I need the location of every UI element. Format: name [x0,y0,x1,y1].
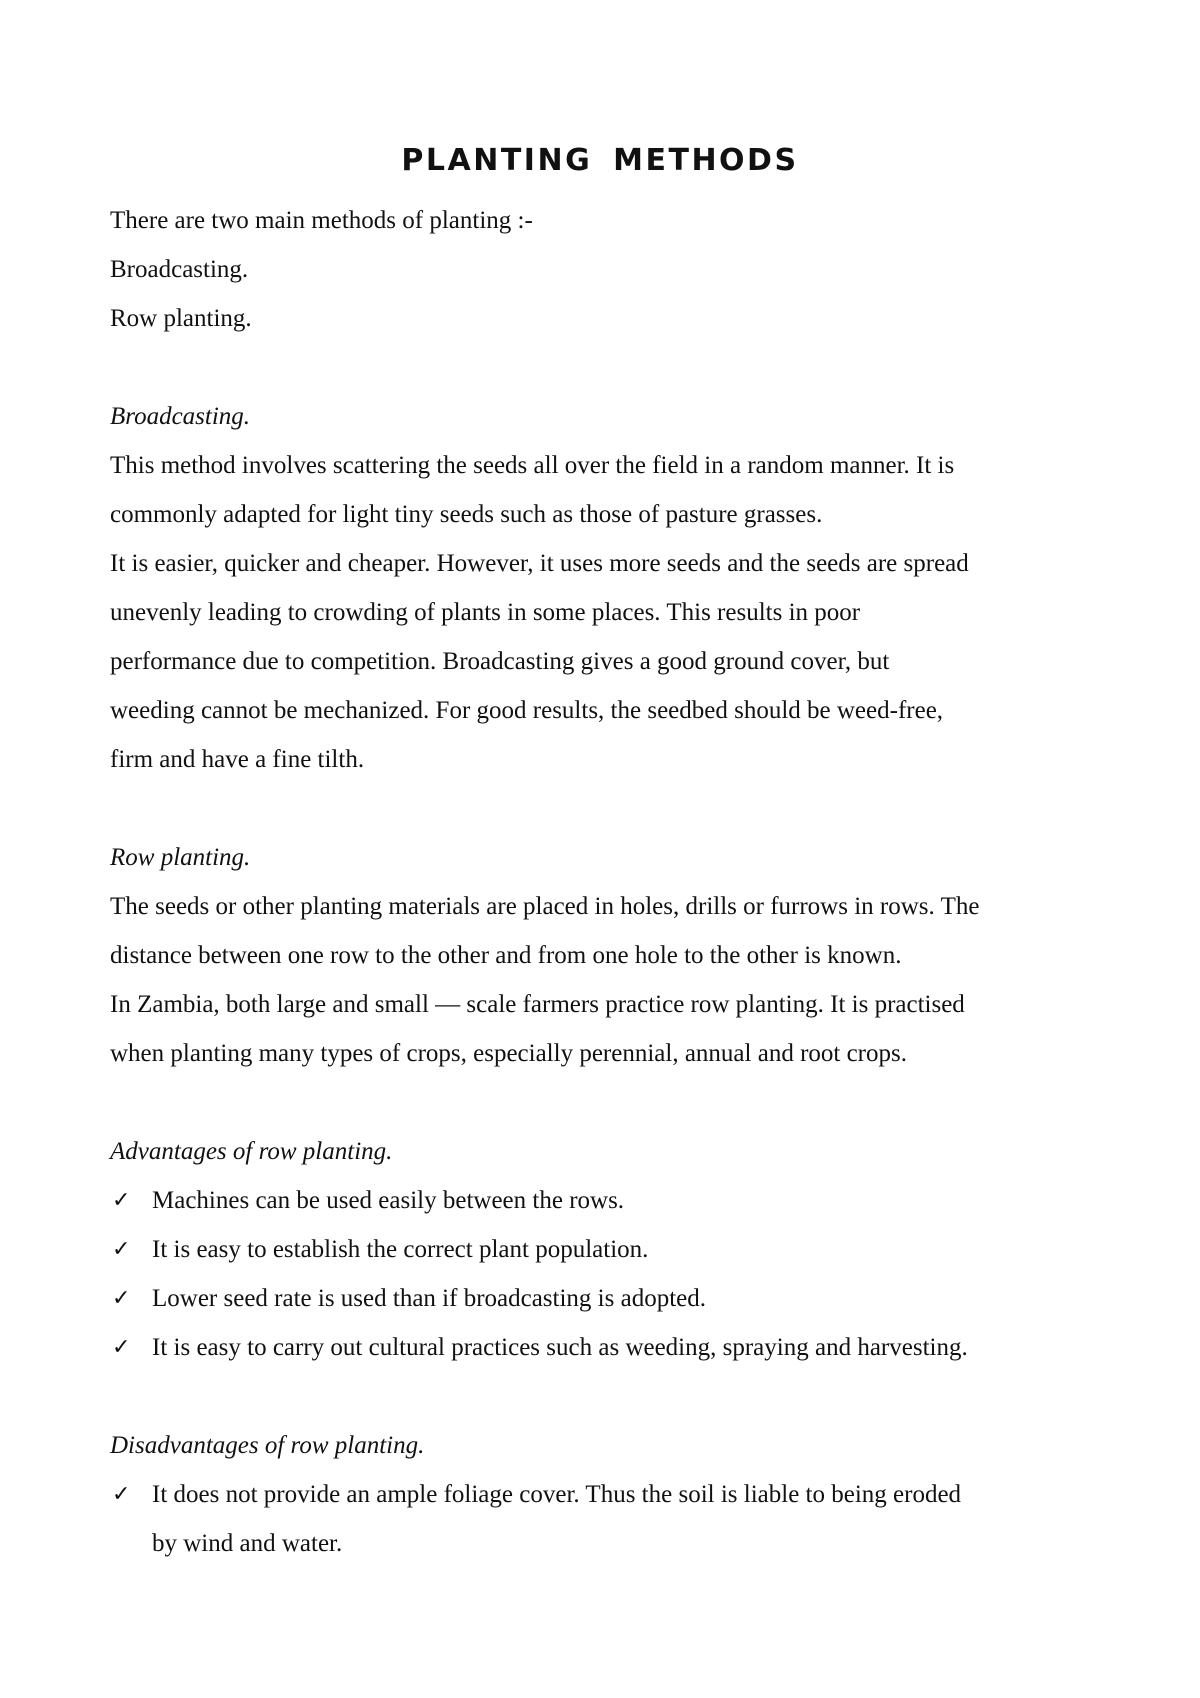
intro-line: There are two main methods of planting :- [110,207,533,234]
disadvantage-text: by wind and water. [152,1530,343,1557]
paragraph-line: The seeds or other planting materials are placed in holes, drills or furrows in rows. The [110,893,980,920]
advantage-text: Machines can be used easily between the rows. [152,1187,625,1214]
advantage-list-item [110,1176,1120,1225]
document-body [110,196,1120,1568]
disadvantage-list-item [110,1470,1120,1519]
paragraph-line: commonly adapted for light tiny seeds such as those of pasture grasses. [110,501,823,528]
checkmark-icon: ✓ [112,1188,131,1213]
checkmark-icon: ✓ [112,1482,131,1507]
advantage-list-item [110,1225,1120,1274]
section-heading-broadcasting: Broadcasting. [110,403,251,430]
page-title: PLANTING METHODS [401,143,799,178]
advantage-list-item [110,1323,1120,1372]
section-heading-advantages: Advantages of row planting. [110,1138,393,1165]
intro-method-row-planting: Row planting. [110,305,252,332]
checkmark-icon: ✓ [112,1335,131,1360]
spacer [110,343,1120,392]
paragraph-line: performance due to competition. Broadcasting gives a good ground cover, but [110,648,890,675]
advantage-list-item [110,1274,1120,1323]
disadvantage-list-item-continuation [110,1519,1120,1568]
advantage-text: It is easy to carry out cultural practices such as weeding, spraying and harvesting. [152,1334,968,1361]
paragraph-line: when planting many types of crops, especially perennial, annual and root crops. [110,1040,907,1067]
checkmark-icon: ✓ [112,1286,131,1311]
paragraph-line: firm and have a fine tilth. [110,746,365,773]
spacer [110,1372,1120,1421]
section-heading-disadvantages: Disadvantages of row planting. [110,1432,425,1459]
paragraph-line: weeding cannot be mechanized. For good results, the seedbed should be weed-free, [110,697,944,724]
paragraph-line: This method involves scattering the seeds all over the field in a random manner. It is [110,452,955,479]
checkmark-icon: ✓ [112,1237,131,1262]
paragraph-line: distance between one row to the other and from one hole to the other is known. [110,942,902,969]
paragraph-line: It is easier, quicker and cheaper. However, it uses more seeds and the seeds are spread [110,550,969,577]
advantage-text: Lower seed rate is used than if broadcasting is adopted. [152,1285,706,1312]
disadvantage-text: It does not provide an ample foliage cover. Thus the soil is liable to being eroded [152,1481,962,1508]
section-heading-row-planting: Row planting. [110,844,251,871]
spacer [110,1078,1120,1127]
intro-method-broadcasting: Broadcasting. [110,256,249,283]
paragraph-line: unevenly leading to crowding of plants in some places. This results in poor [110,599,861,626]
advantage-text: It is easy to establish the correct plant population. [152,1236,649,1263]
paragraph-line: In Zambia, both large and small — scale farmers practice row planting. It is practised [110,991,965,1018]
spacer [110,784,1120,833]
